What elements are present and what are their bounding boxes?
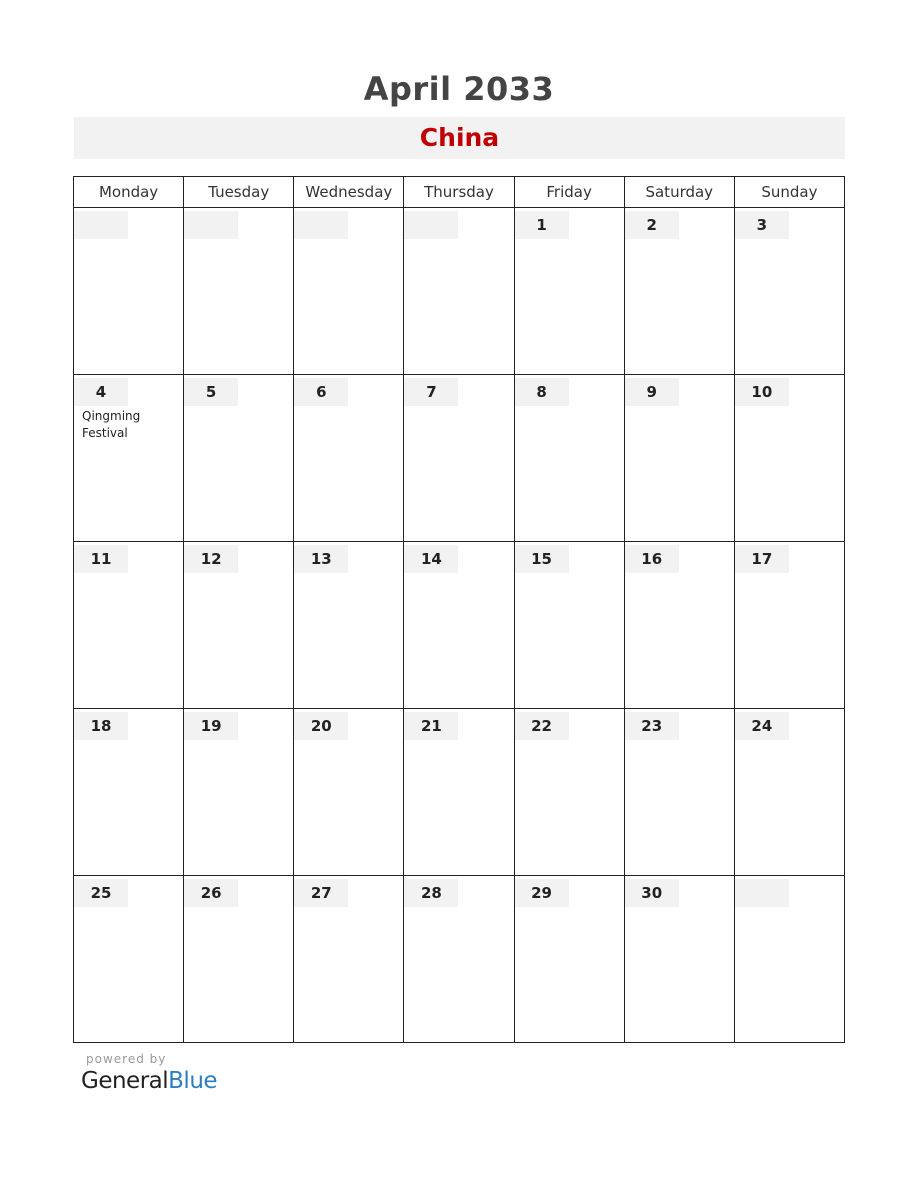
calendar-day-cell [294, 542, 404, 709]
calendar-day-cell [514, 709, 624, 876]
calendar-day-cell [404, 542, 514, 709]
brand-blue: Blue [168, 1068, 218, 1094]
calendar-day-cell [734, 542, 844, 709]
weekday-header: Tuesday [184, 177, 294, 208]
day-number: 24 [735, 712, 789, 740]
day-number: 20 [294, 712, 348, 740]
calendar-day-cell [294, 709, 404, 876]
calendar-day-cell [294, 208, 404, 375]
calendar-day-cell [734, 876, 844, 1043]
weekday-header: Sunday [734, 177, 844, 208]
day-number: 27 [294, 879, 348, 907]
calendar-week-row [74, 542, 845, 709]
day-number: 17 [735, 545, 789, 573]
calendar-week-row [74, 208, 845, 375]
day-number: 9 [625, 378, 679, 406]
calendar-day-cell [404, 208, 514, 375]
calendar-week-row [74, 375, 845, 542]
calendar-day-cell [624, 542, 734, 709]
day-number [735, 879, 789, 907]
day-number: 5 [184, 378, 238, 406]
calendar-day-cell [294, 876, 404, 1043]
calendar-day-cell [514, 876, 624, 1043]
country-name: China [419, 123, 500, 152]
day-number [404, 211, 458, 239]
powered-by-label: powered by [86, 1052, 167, 1066]
day-number: 23 [625, 712, 679, 740]
brand-general: General [81, 1068, 169, 1094]
day-number: 19 [184, 712, 238, 740]
day-number: 1 [515, 211, 569, 239]
day-number: 2 [625, 211, 679, 239]
calendar-day-cell [74, 709, 184, 876]
calendar-day-cell [184, 542, 294, 709]
weekday-header-row [74, 177, 845, 208]
weekday-header: Wednesday [294, 177, 404, 208]
day-number: 26 [184, 879, 238, 907]
calendar-day-cell [74, 876, 184, 1043]
calendar-week-row [74, 876, 845, 1043]
day-number: 18 [74, 712, 128, 740]
day-number [74, 211, 128, 239]
calendar-day-cell [184, 709, 294, 876]
holiday-label: Qingming Festival [82, 409, 141, 440]
calendar-day-cell [624, 375, 734, 542]
generalblue-logo [81, 1068, 217, 1094]
country-banner [74, 117, 845, 159]
day-number: 29 [515, 879, 569, 907]
calendar-day-cell [184, 876, 294, 1043]
calendar-day-cell [404, 375, 514, 542]
calendar-day-cell [734, 709, 844, 876]
calendar-day-cell [734, 208, 844, 375]
weekday-header: Thursday [404, 177, 514, 208]
day-number: 8 [515, 378, 569, 406]
calendar-day-cell [74, 208, 184, 375]
weekday-header: Monday [74, 177, 184, 208]
weekday-header: Saturday [624, 177, 734, 208]
calendar-day-cell [624, 876, 734, 1043]
day-number: 12 [184, 545, 238, 573]
day-number: 14 [404, 545, 458, 573]
day-number: 15 [515, 545, 569, 573]
day-number: 21 [404, 712, 458, 740]
day-number: 28 [404, 879, 458, 907]
calendar-grid [73, 176, 845, 1043]
day-number: 25 [74, 879, 128, 907]
day-number [184, 211, 238, 239]
calendar-week-row [74, 709, 845, 876]
day-number: 11 [74, 545, 128, 573]
calendar-title: April 2033 [363, 70, 555, 108]
calendar-day-cell [404, 709, 514, 876]
day-number: 13 [294, 545, 348, 573]
calendar-day-cell [734, 375, 844, 542]
day-number: 7 [404, 378, 458, 406]
day-number: 22 [515, 712, 569, 740]
calendar-day-cell [624, 208, 734, 375]
calendar-day-cell [74, 375, 184, 542]
day-number: 10 [735, 378, 789, 406]
calendar-day-cell [184, 375, 294, 542]
calendar-day-cell [294, 375, 404, 542]
calendar-day-cell [404, 876, 514, 1043]
calendar-day-cell [514, 208, 624, 375]
day-number [294, 211, 348, 239]
weekday-header: Friday [514, 177, 624, 208]
day-number: 4 [74, 378, 128, 406]
calendar-day-cell [514, 542, 624, 709]
calendar-day-cell [184, 208, 294, 375]
day-number: 16 [625, 545, 679, 573]
day-number: 3 [735, 211, 789, 239]
day-number: 30 [625, 879, 679, 907]
day-number: 6 [294, 378, 348, 406]
calendar-day-cell [624, 709, 734, 876]
calendar-day-cell [74, 542, 184, 709]
calendar-day-cell [514, 375, 624, 542]
